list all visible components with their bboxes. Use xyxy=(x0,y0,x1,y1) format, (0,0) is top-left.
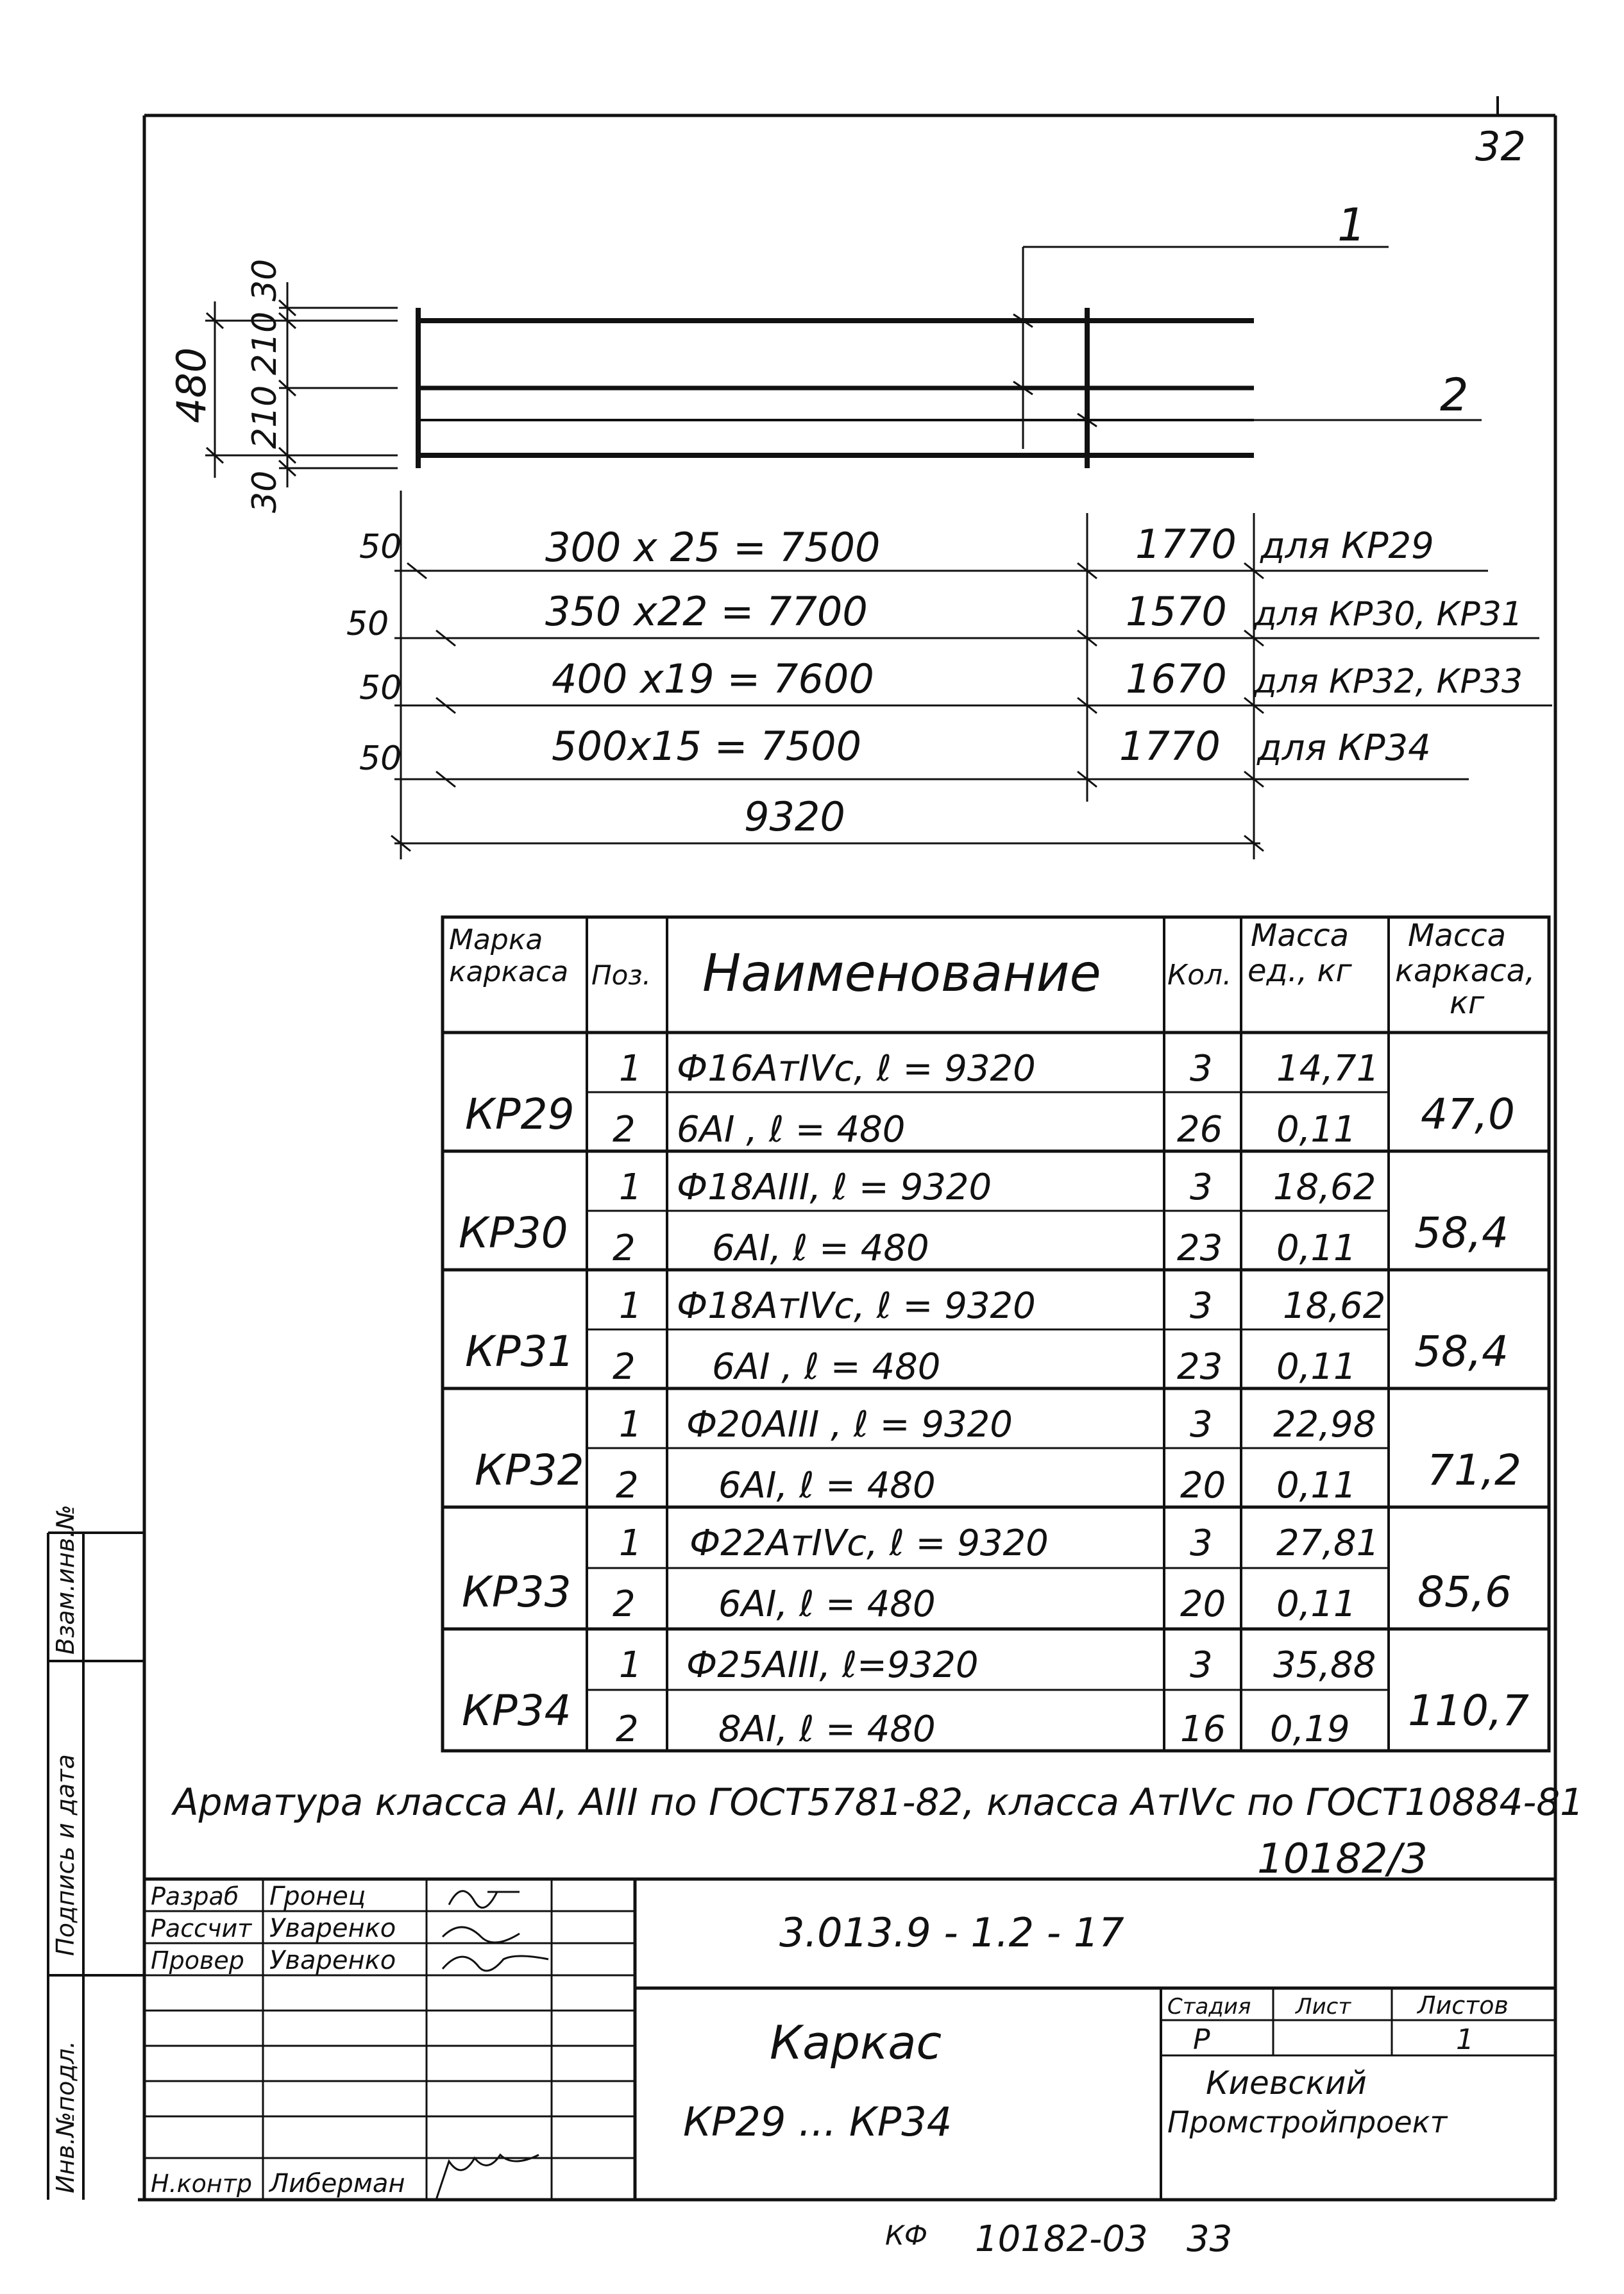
row-note: для КР34 xyxy=(1257,727,1431,769)
header-qty: Кол. xyxy=(1167,959,1232,991)
item-qty: 3 xyxy=(1190,1404,1213,1446)
item-mass: 18,62 xyxy=(1273,1167,1376,1208)
group-mark: КР32 xyxy=(475,1446,584,1495)
organization-line1: Киевский xyxy=(1206,2064,1367,2102)
sheet-label: Лист xyxy=(1296,1994,1351,2020)
item-pos: 2 xyxy=(616,1708,639,1750)
row-offset: 50 xyxy=(359,528,402,566)
item-name: 6АI, ℓ = 480 xyxy=(718,1583,936,1625)
row-tail: 1570 xyxy=(1126,588,1227,635)
total-length: 9320 xyxy=(744,793,845,840)
item-pos: 2 xyxy=(613,1346,636,1388)
item-mass: 14,71 xyxy=(1276,1048,1380,1090)
item-mass: 0,11 xyxy=(1276,1583,1357,1625)
row-pitch: 500x15 = 7500 xyxy=(552,723,862,770)
group-total-mass: 110,7 xyxy=(1408,1686,1529,1735)
row-pitch: 400 x19 = 7600 xyxy=(552,655,874,702)
dim-210-upper: 210 xyxy=(246,311,284,375)
item-name: Ф25АIII, ℓ=9320 xyxy=(686,1644,979,1686)
item-name: Ф22АтIVс, ℓ = 9320 xyxy=(689,1522,1049,1564)
item-mass: 0,11 xyxy=(1276,1346,1357,1388)
footer-code: 10182-03 xyxy=(975,2218,1148,2260)
header-pos: Поз. xyxy=(591,959,651,991)
name-norm-control: Либерман xyxy=(269,2169,405,2198)
group-total-mass: 71,2 xyxy=(1427,1446,1521,1495)
item-qty: 16 xyxy=(1180,1708,1226,1750)
role-calculator: Рассчит xyxy=(151,1914,252,1943)
role-developer: Разраб xyxy=(151,1882,239,1910)
row-note: для КР32, КР33 xyxy=(1254,662,1523,701)
item-qty: 20 xyxy=(1180,1583,1226,1625)
item-name: 6АI , ℓ = 480 xyxy=(677,1109,906,1151)
group-total-mass: 58,4 xyxy=(1414,1208,1509,1258)
item-mass: 27,81 xyxy=(1276,1522,1380,1564)
dim-30-top: 30 xyxy=(246,258,284,301)
group-mark: КР31 xyxy=(465,1327,575,1376)
item-pos: 1 xyxy=(619,1404,642,1446)
item-mass: 22,98 xyxy=(1273,1404,1376,1446)
vertical-dimensions xyxy=(205,282,398,487)
item-mass: 0,11 xyxy=(1276,1227,1357,1269)
item-name: 6АI, ℓ = 480 xyxy=(718,1465,936,1506)
row-tail: 1670 xyxy=(1126,655,1227,702)
item-pos: 1 xyxy=(619,1644,642,1686)
row-pitch: 350 x22 = 7700 xyxy=(545,588,868,635)
header-frame-mass-line1: Масса xyxy=(1408,918,1507,954)
name-developer: Гронец xyxy=(269,1882,366,1911)
dim-30-bottom: 30 xyxy=(246,470,284,513)
item-qty: 3 xyxy=(1190,1048,1213,1090)
footer-prefix: КФ xyxy=(885,2220,927,2251)
organization-line2: Промстройпроект xyxy=(1167,2105,1448,2139)
side-stamp-replacement: Взам.инв.№ xyxy=(51,1505,80,1655)
row-offset: 50 xyxy=(359,669,402,707)
header-frame-mass-line3: кг xyxy=(1450,985,1485,1021)
item-name: 6АI , ℓ = 480 xyxy=(712,1346,941,1388)
side-stamp-signature-date: Подпись и дата xyxy=(51,1754,80,1956)
item-name: Ф20АIII , ℓ = 9320 xyxy=(686,1404,1013,1446)
item-pos: 1 xyxy=(619,1285,642,1327)
item-mass: 0,19 xyxy=(1270,1708,1350,1750)
group-mark: КР33 xyxy=(462,1567,571,1617)
header-mark-line1: Марка xyxy=(449,924,543,956)
item-pos: 1 xyxy=(619,1167,642,1208)
item-mass: 0,11 xyxy=(1276,1465,1357,1506)
item-mass: 18,62 xyxy=(1283,1285,1386,1327)
side-stamp-inventory: Инв.№подл. xyxy=(51,2040,80,2193)
name-checker: Уваренко xyxy=(269,1946,396,1975)
item-name: Ф16АтIVс, ℓ = 9320 xyxy=(677,1048,1036,1090)
item-pos: 1 xyxy=(619,1522,642,1564)
dim-480: 480 xyxy=(168,347,215,423)
drawing-subtitle: КР29 ... КР34 xyxy=(683,2098,952,2145)
item-mass: 0,11 xyxy=(1276,1109,1357,1151)
role-norm-control: Н.контр xyxy=(151,2170,252,2198)
header-name: Наименование xyxy=(702,943,1101,1003)
header-unit-mass-line1: Масса xyxy=(1251,918,1349,954)
item-qty: 20 xyxy=(1180,1465,1226,1506)
row-tail: 1770 xyxy=(1119,723,1221,770)
item-qty: 23 xyxy=(1177,1346,1223,1388)
group-total-mass: 47,0 xyxy=(1421,1090,1515,1139)
rebar-frame-drawing xyxy=(417,247,1482,468)
row-offset: 50 xyxy=(359,739,402,778)
item-qty: 3 xyxy=(1190,1644,1213,1686)
group-mark: КР29 xyxy=(465,1090,575,1139)
item-pos: 1 xyxy=(619,1048,642,1090)
sheets-value: 1 xyxy=(1456,2023,1474,2056)
drawing-title: Каркас xyxy=(770,2016,942,2070)
row-note: для КР30, КР31 xyxy=(1254,595,1523,634)
item-qty: 3 xyxy=(1190,1167,1213,1208)
spec-table-grid xyxy=(443,917,1549,1751)
sheets-label: Листов xyxy=(1417,1991,1509,2020)
archive-number: 10182/3 xyxy=(1257,1835,1428,1883)
item-name: 8АI, ℓ = 480 xyxy=(718,1708,936,1750)
item-qty: 23 xyxy=(1177,1227,1223,1269)
item-name: Ф18АIII, ℓ = 9320 xyxy=(677,1167,992,1208)
header-frame-mass-line2: каркаса, xyxy=(1395,953,1535,989)
item-pos: 2 xyxy=(613,1109,636,1151)
dim-210-lower: 210 xyxy=(246,385,284,449)
rebar-class-note: Арматура класса АI, АIII по ГОСТ5781-82, класса АтIVс по ГОСТ10884-81 xyxy=(173,1780,1584,1824)
item-pos: 2 xyxy=(613,1583,636,1625)
group-total-mass: 85,6 xyxy=(1417,1567,1512,1617)
item-pos: 2 xyxy=(616,1465,639,1506)
row-offset: 50 xyxy=(346,605,389,643)
header-unit-mass-line2: ед., кг xyxy=(1248,953,1352,989)
row-note: для КР29 xyxy=(1260,525,1434,567)
row-tail: 1770 xyxy=(1135,521,1237,568)
stage-label: Стадия xyxy=(1167,1994,1251,2020)
page-number: 32 xyxy=(1475,123,1526,170)
item-mass: 35,88 xyxy=(1273,1644,1376,1686)
stage-value: Р xyxy=(1193,2023,1210,2056)
group-mark: КР30 xyxy=(459,1208,568,1258)
leader-label-2: 2 xyxy=(1440,369,1469,421)
item-pos: 2 xyxy=(613,1227,636,1269)
row-pitch: 300 x 25 = 7500 xyxy=(545,524,881,571)
group-total-mass: 58,4 xyxy=(1414,1327,1509,1376)
header-mark-line2: каркаса xyxy=(449,956,569,988)
leader-label-1: 1 xyxy=(1337,199,1366,251)
footer-page: 33 xyxy=(1187,2218,1233,2260)
item-qty: 3 xyxy=(1190,1522,1213,1564)
name-calculator: Уваренко xyxy=(269,1914,396,1943)
group-mark: КР34 xyxy=(462,1686,571,1735)
designation: 3.013.9 - 1.2 - 17 xyxy=(779,1909,1124,1956)
item-qty: 3 xyxy=(1190,1285,1213,1327)
item-name: Ф18АтIVс, ℓ = 9320 xyxy=(677,1285,1036,1327)
role-checker: Провер xyxy=(151,1946,244,1975)
item-qty: 26 xyxy=(1177,1109,1223,1151)
item-name: 6АI, ℓ = 480 xyxy=(712,1227,929,1269)
